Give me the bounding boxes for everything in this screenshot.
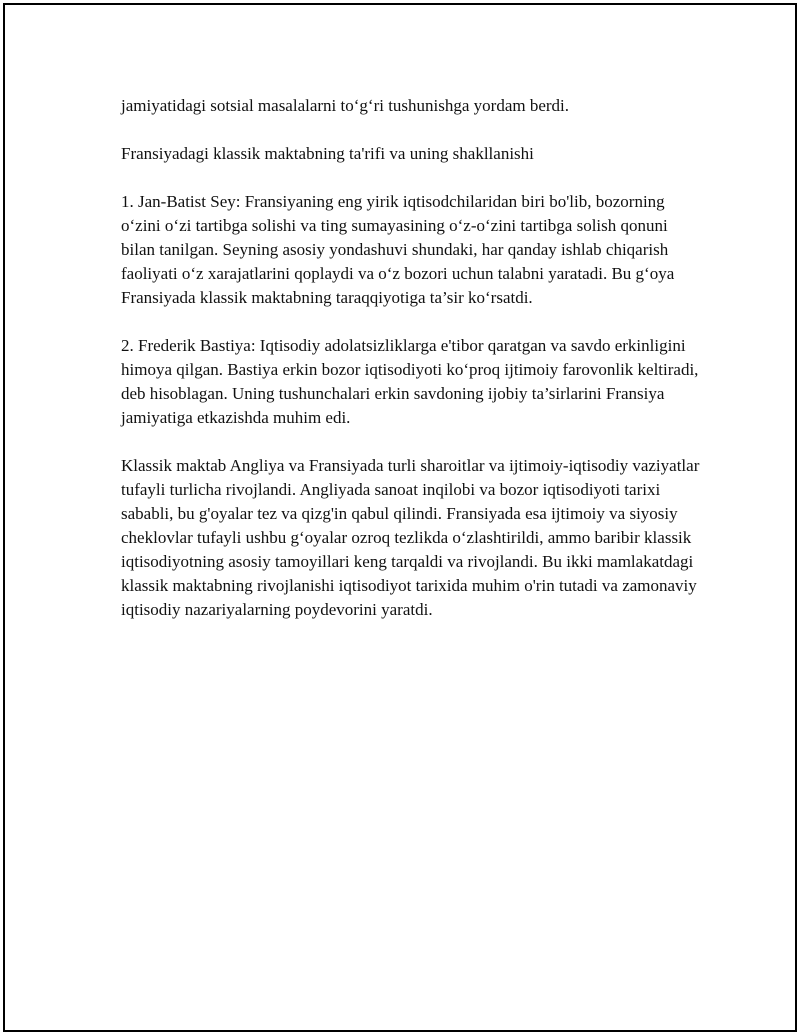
document-page: [3, 3, 797, 1032]
section-heading: Fransiyadagi klassik maktabning ta'rifi va uning shakllanishi: [121, 144, 534, 163]
paragraph-conclusion: Klassik maktab Angliya va Fransiyada turli sharoitlar va ijtimoiy-iqtisodiy vaziyatlar tufayli turlicha rivojlandi. Angliyada sanoat inqilobi va bozor iqtisodiyoti tarixi sababli, bu g'oyalar tez va qizg'in qabul qilindi. Fransiyada esa ijtimoiy va siyosiy cheklovlar tufayli ushbu g‘oyalar ozroq tezlikda o‘zlashtirildi, ammo baribir klassik iqtisodiyotning asosiy tamoyillari keng tarqaldi va rivojlandi. Bu ikki mamlakatdagi klassik maktabning rivojlanishi iqtisodiyot tarixida muhim o'rin tutadi va zamonaviy iqtisodiy nazariyalarning poydevorini yaratdi.: [121, 456, 700, 619]
paragraph-continuation: jamiyatidagi sotsial masalalarni to‘g‘ri tushunishga yordam berdi.: [121, 96, 570, 115]
paragraph-jan-batist-sey: 1. Jan-Batist Sey: Fransiyaning eng yirik iqtisodchilaridan biri bo'lib, bozorning o‘zini o‘zi tartibga solishi va ting sumayasining o‘z-o‘zini tartibga solish qonuni bilan tanilgan. Seyning asosiy yondashuvi shundaki, har qanday ishlab chiqarish faoliyati o‘z xarajatlarini qoplaydi va o‘z bozori uchun talabni yaratadi. Bu g‘oya Fransiyada klassik maktabning taraqqiyotiga ta’sir ko‘rsatdi.: [121, 192, 675, 307]
document-body: [121, 94, 701, 646]
paragraph-frederik-bastiya: 2. Frederik Bastiya: Iqtisodiy adolatsizliklarga e'tibor qaratgan va savdo erkinligini himoya qilgan. Bastiya erkin bozor iqtisodiyoti ko‘proq ijtimoiy farovonlik keltiradi, deb hisoblagan. Uning tushunchalari erkin savdoning ijobiy ta’sirlarini Fransiya jamiyatiga etkazishda muhim edi.: [121, 336, 699, 427]
